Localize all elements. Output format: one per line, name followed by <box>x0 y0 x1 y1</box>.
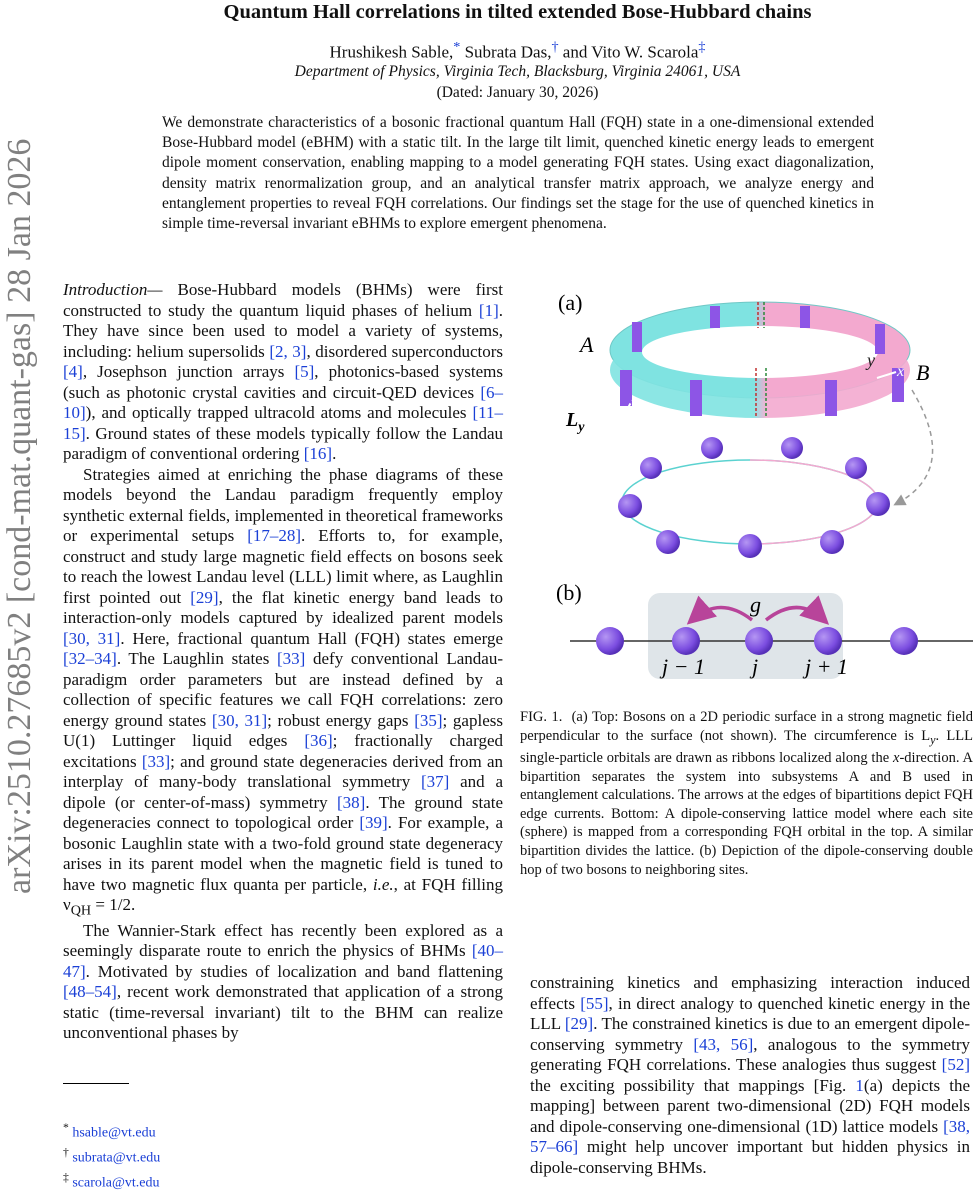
citation-link[interactable]: [5] <box>294 362 315 381</box>
lattice-site <box>745 627 773 655</box>
abstract: We demonstrate characteristics of a bosonic fractional quantum Hall (FQH) state in a one-dimensional extended Bose-Hubbard model (eBHM) with a static tilt. In the large tilt limit, quenched kinetic energy leads to emergent dipole moment conservation, enabling mapping to a model generating FQH states. Using exact diagonalization, density matrix renormalization group, and an analytical transfer matrix approach, we analyze energy and entanglement properties to reveal FQH correlations. Our findings set the stage for the use of quenched kinetics in simple time-reversal invariant eBHMs to explore emergent phenomena. <box>162 114 874 233</box>
label-j-plus: j + 1 <box>805 654 848 679</box>
affiliation: Department of Physics, Virginia Tech, Blacksburg, Virginia 24061, USA <box>294 63 741 80</box>
footnote-marker[interactable]: ‡ <box>698 39 706 55</box>
label-a: A <box>580 332 594 357</box>
label-j: j <box>752 654 759 679</box>
citation-link[interactable]: [16] <box>303 444 333 463</box>
label-g: g <box>750 592 761 617</box>
citation-link[interactable]: [40–47] <box>63 941 503 981</box>
email-link[interactable]: subrata@vt.edu <box>72 1150 161 1166</box>
lattice-site <box>596 627 624 655</box>
date-line: (Dated: January 30, 2026) <box>436 84 599 101</box>
citation-link[interactable]: [29] <box>190 587 219 607</box>
boson-ring <box>618 437 890 558</box>
panel-a-label: (a) <box>558 290 583 315</box>
citation-link[interactable]: [17–28] <box>247 526 302 545</box>
label-b: B <box>916 360 930 385</box>
email-link[interactable]: scarola@vt.edu <box>72 1175 160 1191</box>
boson-sphere <box>701 437 723 459</box>
paper-title: Quantum Hall correlations in tilted extended Bose-Hubbard chains <box>223 1 812 23</box>
footnote-marker[interactable]: † <box>551 39 559 55</box>
author-list <box>60 39 973 63</box>
label-x: x <box>897 363 905 380</box>
footnote: † subrata@vt.edu <box>63 1146 161 1166</box>
citation-link[interactable]: [2, 3] <box>269 341 307 361</box>
boson-sphere <box>845 457 867 479</box>
right-column <box>530 973 970 1178</box>
citation-link[interactable]: [32–34] <box>63 649 117 668</box>
citation-link[interactable]: [29] <box>564 1014 594 1033</box>
footnote-marker[interactable]: * <box>453 39 461 55</box>
footnote: * hsable@vt.edu <box>63 1121 156 1141</box>
orbital-ribbon <box>825 380 837 416</box>
torus <box>610 302 910 418</box>
citation-link[interactable]: [11–15] <box>63 403 503 443</box>
orbital-ribbon <box>710 306 720 328</box>
orbital-ribbon <box>690 380 702 416</box>
citation-link[interactable]: [38, 57–66] <box>530 1116 970 1156</box>
section-label: Introduction— <box>63 280 163 299</box>
boson-sphere <box>738 534 762 558</box>
citation-link[interactable]: [30, 31] <box>63 628 121 648</box>
author-name: Hrushikesh Sable, <box>329 42 454 62</box>
orbital-ribbon <box>632 322 642 352</box>
email-link[interactable]: hsable@vt.edu <box>72 1125 156 1141</box>
boson-sphere <box>656 530 680 554</box>
left-column <box>63 280 503 1044</box>
figure-1 <box>540 280 973 680</box>
paragraph: constraining kinetics and emphasizing interaction induced effects [55], in direct analogy to quenched kinetic energy in the LLL [29]. The constrained kinetics is due to an emergent dipole-conserving symmetry [43, 56], analogous to the symmetry generating FQH correlations. These analogies thus suggest [52] the exciting possibility that mappings [Fig. 1(a) depicts the mapping] between parent two-dimensional (2D) FQH models and dipole-conserving one-dimensional (1D) lattice models [38, 57–66] might help uncover important but hidden physics in dipole-conserving BHMs. <box>530 973 970 1177</box>
orbital-ribbon <box>875 324 885 354</box>
panel-b-label: (b) <box>556 580 582 605</box>
citation-link[interactable]: [43, 56] <box>693 1034 754 1054</box>
paragraph: Strategies aimed at enriching the phase diagrams of these models beyond the Landau paradigm frequently employ synthetic external fields, implemented in theoretical frameworks or experimental setups [17–28]. Efforts to, for example, construct and study large magnetic field effects on bosons seek to reach the lowest Landau level (LLL) limit where, as Laughlin first pointed out [29], the flat kinetic energy band leads to interaction-only models captured by idealized parent models [30, 31]. Here, fractional quantum Hall (FQH) states emerge [32–34]. The Laughlin states [33] defy conventional Landau-paradigm order parameters but are instead defined by a collection of specific features we call FQH correlations: zero energy ground states [30, 31]; robust energy gaps [35]; gapless U(1) Luttinger liquid edges [36]; fractionally charged excitations [33]; and ground state degeneracies derived from an interplay of many-body translational symmetry [37] and a dipole (or center-of-mass) symmetry [38]. The ground state degeneracies connect to topological order [39]. For example, a bosonic Laughlin state with a two-fold ground state degeneracy arises in its parent model when the magnetic field is tuned to have two magnetic flux quanta per particle, i.e., at FQH filling $\nu_{QH} = 1/2$. <box>63 464 504 919</box>
citation-link[interactable]: [37] <box>420 772 450 791</box>
label-ly: $L_y$ <box>566 409 585 435</box>
label-y: y <box>867 350 875 370</box>
boson-sphere <box>618 494 642 518</box>
lattice-site <box>814 627 842 655</box>
citation-link[interactable]: [39] <box>359 813 388 832</box>
citation-link[interactable]: [36] <box>304 731 333 750</box>
author-name: Subrata Das, <box>464 42 552 62</box>
citation-link[interactable]: 1 <box>855 1075 864 1095</box>
footnotes <box>63 1118 363 1193</box>
label-j-minus: j − 1 <box>662 654 705 679</box>
citation-link[interactable]: [52] <box>941 1055 970 1074</box>
citation-link[interactable]: [1] <box>478 300 499 320</box>
lattice-site <box>890 627 918 655</box>
paragraph-intro: Introduction— Bose-Hubbard models (BHMs) were first constructed to study the quantum liquid phases of helium [1]. They have since been used to model a variety of systems, including: helium supersolids [2, 3], disordered superconductors [4], Josephson junction arrays [5], photonics-based systems (such as photonic crystal cavities and circuit-QED devices [6–10]), and optically trapped ultracold atoms and molecules [11–15]. Ground states of these models typically follow the Landau paradigm of conventional ordering [16]. <box>63 280 503 463</box>
author-name: and Vito W. Scarola <box>562 42 699 62</box>
citation-link[interactable]: [35] <box>414 710 443 730</box>
boson-sphere <box>820 530 844 554</box>
citation-link[interactable]: [6–10] <box>63 382 503 422</box>
mapping-arrow <box>896 390 933 504</box>
citation-link[interactable]: [33] <box>141 751 171 771</box>
citation-link[interactable]: [38] <box>336 792 366 812</box>
footnote: ‡ scarola@vt.edu <box>63 1171 160 1191</box>
paragraph: The Wannier-Stark effect has recently been explored as a seemingly disparate route to enrich the physics of BHMs [40–47]. Motivated by studies of localization and band flattening [48–54], recent work demonstrated that application of a strong static (time-reversal invariant) tilt to the BHM can realize unconventional phases by <box>63 920 503 1043</box>
citation-link[interactable]: [55] <box>580 993 609 1013</box>
citation-link[interactable]: [33] <box>277 649 306 668</box>
figure-caption: FIG. 1. (a) Top: Bosons on a 2D periodic surface in a strong magnetic field perpendicular to the surface (not shown). The circumference is $L_y$. LLL single-particle orbitals are drawn as ribbons localized along the x-direction. A bipartition separates the system into subsystems A and B used in entanglement calculations. The arrows at the edges of bipartitions depict FQH edge currents. Bottom: A dipole-conserving lattice model where each site (sphere) is mapped from a corresponding FQH orbital in the top. A similar bipartition divides the lattice. (b) Depiction of the dipole-conserving double hop of two bosons to neighboring sites. <box>520 709 973 878</box>
boson-sphere <box>640 457 662 479</box>
boson-sphere <box>781 437 803 459</box>
lattice-site <box>672 627 700 655</box>
orbital-ribbon <box>800 306 810 328</box>
arxiv-identifier: arXiv:2510.27685v2 [cond-mat.quant-gas] 28 Jan 2026 <box>1 138 38 894</box>
citation-link[interactable]: [48–54] <box>63 982 117 1002</box>
citation-link[interactable]: [4] <box>63 362 83 381</box>
citation-link[interactable]: [30, 31] <box>211 710 268 730</box>
orbital-ribbon <box>620 370 632 406</box>
footnote-rule <box>63 1083 129 1084</box>
boson-sphere <box>866 492 890 516</box>
caption-label: FIG. 1. <box>520 709 563 725</box>
